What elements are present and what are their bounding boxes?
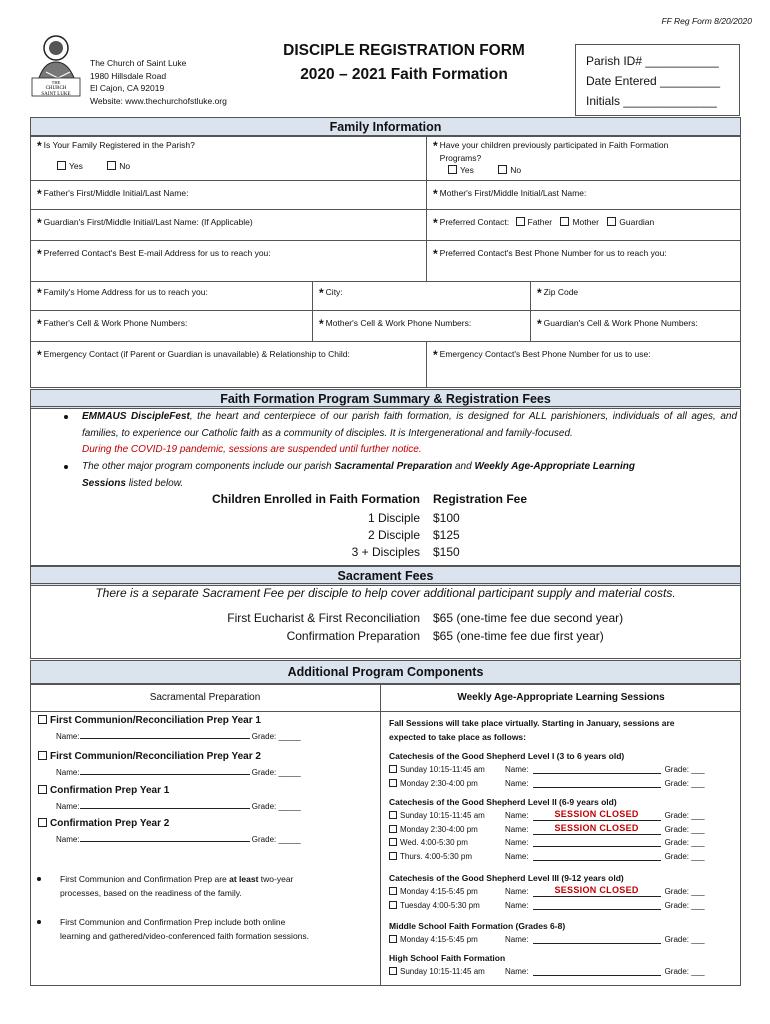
covid-notice: During the COVID-19 pandemic, sessions are suspended until further notice. [82,444,422,455]
home-address-label: Family's Home Address for us to reach you: [43,287,208,297]
zip-field[interactable]: * Zip Code [530,281,741,311]
session-checkbox[interactable] [389,825,397,833]
session-group [389,796,734,863]
session-grade-field[interactable]: Grade: ___ [664,935,705,944]
emergency-label: Emergency Contact (if Parent or Guardian is unavailable) & Relationship to Child: [43,349,350,359]
name-line[interactable] [80,808,250,809]
mother-cell-field[interactable]: * Mother's Cell & Work Phone Numbers: [312,310,531,342]
session-time: Wed. 4:00-5:30 pm [400,838,468,847]
session-checkbox[interactable] [389,779,397,787]
session-row [389,899,734,913]
session-name-label: Name: [505,838,529,847]
name-line[interactable] [80,774,250,775]
name-label: Name: [56,802,80,811]
note-text: processes, based on the readiness of the family. [60,888,242,898]
session-name-label: Name: [505,811,529,820]
guardian-cell-field[interactable]: * Guardian's Cell & Work Phone Numbers: [530,310,741,342]
session-checkbox[interactable] [389,838,397,846]
session-time: Thurs. 4:00-5:30 pm [400,851,473,861]
city-field[interactable]: * City: [312,281,531,311]
session-grade-field[interactable]: Grade: ___ [664,851,705,861]
registered-no-checkbox[interactable] [107,161,116,170]
mother-cell-label: Mother's Cell & Work Phone Numbers: [325,318,472,328]
sacramental-label: First Communion/Reconciliation Prep Year 1 [50,715,261,726]
prep-note-2 [60,915,376,943]
sacramental-checkbox[interactable] [38,785,47,794]
session-checkbox[interactable] [389,967,397,975]
father-cell-field[interactable]: * Father's Cell & Work Phone Numbers: [30,310,313,342]
prep-note-1 [60,872,376,900]
zip-label: Zip Code [543,287,579,297]
previous-label: Have your children previously participated in Faith Formation Programs? [439,140,669,163]
session-grade-field[interactable]: Grade: ___ [664,778,705,788]
sacramental-item [38,785,378,818]
grade-label[interactable]: Grade: _____ [251,768,301,777]
session-row [389,763,734,777]
home-address-field[interactable]: * Family's Home Address for us to reach you: [30,281,313,311]
session-group-title: Middle School Faith Formation (Grades 6-8) [389,921,566,931]
session-name-line[interactable] [533,934,661,944]
fee-row-value: $150 [433,545,460,559]
sacramental-checkbox[interactable] [38,818,47,827]
session-closed-badge: SESSION CLOSED [554,822,639,833]
sacramental-checkbox[interactable] [38,751,47,760]
no-label: No [510,165,522,175]
registered-label: Is Your Family Registered in the Parish? [43,140,195,150]
yes-label: Yes [69,161,83,171]
additional-heading: Additional Program Components [30,660,741,684]
session-closed-badge: SESSION CLOSED [554,809,639,819]
sacramental-list [38,715,378,852]
guardian-name-label: Guardian's First/Middle Initial/Last Name: (If Applicable) [43,217,253,227]
form-title: DISCIPLE REGISTRATION FORM [283,42,525,59]
session-group-title: Catechesis of the Good Shepherd Level I (3 to 6 years old) [389,751,625,761]
sacrament-fee-label: First Eucharist & First Reconciliation [227,611,420,625]
guardian-cell-label: Guardian's Cell & Work Phone Numbers: [543,318,698,328]
name-line[interactable] [80,841,250,842]
name-line[interactable] [80,738,250,739]
previous-question: * Have your children previously participated in Faith Formation Programs? Yes No [426,135,741,181]
session-name-label: Name: [505,935,529,944]
fee-row-label: 1 Disciple [367,511,420,525]
session-name-label: Name: [505,824,529,834]
session-row [389,823,734,837]
session-grade-field[interactable]: Grade: ___ [664,967,705,976]
preferred-contact-field: * Preferred Contact: Father Mother Guardian [426,209,741,241]
weekly-col-head: Weekly Age-Appropriate Learning Sessions [457,692,665,703]
fee-row-value: $125 [433,528,460,542]
session-name-label: Name: [505,900,529,910]
session-time: Sunday 10:15-11:45 am [400,967,485,976]
grade-label[interactable]: Grade: _____ [251,802,301,811]
session-grade-field[interactable]: Grade: ___ [664,838,705,847]
session-name-label: Name: [505,765,529,774]
family-info-heading: Family Information [30,117,741,137]
session-checkbox[interactable] [389,935,397,943]
session-name-line[interactable] [533,811,661,821]
phone-field[interactable]: * Preferred Contact's Best Phone Number for us to reach you: [426,240,741,282]
session-time: Monday 4:15-5:45 pm [400,935,478,944]
previous-yes-checkbox[interactable] [448,165,457,174]
emmaus-title: EMMAUS DiscipleFest [82,411,190,422]
emmaus-text-2: ages, and families, to experience our Catholic faith as a community of disciples. It is Intergenerational and family-focused. [82,411,738,439]
session-checkbox[interactable] [389,901,397,909]
name-label: Name: [56,768,80,777]
session-name-line[interactable] [533,778,661,788]
bullet-icon [37,877,41,881]
sacrament-fees-note: There is a separate Sacrament Fee per disciple to help cover additional participant supply and material costs. [95,586,676,600]
session-name-label: Name: [505,778,529,788]
session-row [389,885,734,899]
contact-father-checkbox[interactable] [516,217,525,226]
session-time: Sunday 10:15-11:45 am [400,811,485,820]
note-text: First Communion and Confirmation Prep include both online [60,917,286,927]
session-group [389,920,734,947]
bullet-icon [64,465,68,469]
session-group [389,952,734,979]
church-name: The Church of Saint Luke [90,58,187,68]
sacramental-item [38,751,378,785]
and-text: and [454,461,472,472]
fee-row-label: 3 + Disciples [351,545,420,559]
session-grade-field[interactable]: Grade: ___ [664,765,705,774]
grade-label[interactable]: Grade: _____ [251,835,301,844]
session-time: Monday 4:15-5:45 pm [400,887,478,896]
parish-id-field[interactable]: Parish ID# ___________ [586,54,719,68]
sacramental-col-head: Sacramental Preparation [149,692,261,703]
session-grade-field[interactable]: Grade: ___ [664,900,705,910]
initials-field[interactable]: Initials ______________ [586,94,717,108]
mother-name-label: Mother's First/Middle Initial/Last Name: [439,188,587,198]
sacrament-fee-values [433,609,623,645]
emergency-phone-label: Emergency Contact's Best Phone Number for us to use: [439,349,651,359]
form-subtitle: 2020 – 2021 Faith Formation [300,66,508,83]
sacramental-item [38,715,378,751]
column-divider [380,684,381,986]
office-use-box [575,44,740,116]
sacrament-fee-value: $65 (one-time fee due first year) [433,629,604,643]
note-text: First Communion and Confirmation Prep are [60,874,230,884]
session-name-label: Name: [505,851,529,861]
fall-sessions-note [389,716,734,744]
name-label: Name: [56,732,80,741]
sacramental-item [38,818,378,852]
session-group-title: Catechesis of the Good Shepherd Level II (6-9 years old) [389,797,617,807]
session-closed-badge: SESSION CLOSED [554,885,639,895]
sacramental-label: Confirmation Prep Year 2 [50,818,170,829]
session-name-label: Name: [505,967,529,976]
previous-no-checkbox[interactable] [498,165,507,174]
session-checkbox[interactable] [389,811,397,819]
fall-note-1: Fall Sessions will take place virtually. Starting in January, sessions are [389,718,675,728]
components-text-2: listed below. [128,477,184,489]
session-name-line[interactable] [533,966,661,976]
note-emphasis: at least [229,874,259,884]
sacrament-fee-labels [120,609,420,645]
session-group [389,872,734,912]
bullet-icon [64,415,68,419]
mother-option: Mother [572,217,599,227]
email-field[interactable]: * Preferred Contact's Best E-mail Address for us to reach you: [30,240,427,282]
svg-text:THE: THE [51,80,61,85]
fees-labels [180,510,420,561]
session-row [389,836,734,850]
program-summary-heading: Faith Formation Program Summary & Registration Fees [30,389,741,409]
session-row [389,777,734,791]
emergency-contact-field[interactable]: * Emergency Contact (if Parent or Guardian is unavailable) & Relationship to Child: [30,341,427,388]
registered-yes-checkbox[interactable] [57,161,66,170]
svg-text:CHURCH: CHURCH [45,86,67,91]
note-text: learning and gathered/video-conferenced faith formation sessions. [60,931,310,941]
session-time: Monday 2:30-4:00 pm [400,778,478,788]
session-name-line[interactable] [533,851,661,861]
session-name-line[interactable] [533,887,661,897]
emmaus-text-1: , the heart and centerpiece of our parish faith formation, is designed for ALL parishioners, individuals of all [189,411,687,422]
father-name-field[interactable]: * Father's First/Middle Initial/Last Name: [30,180,427,210]
no-label: No [119,161,131,171]
church-info [90,57,227,107]
session-row [389,965,734,979]
church-website: Website: www.thechurchofstluke.org [90,95,227,106]
registered-question: * Is Your Family Registered in the Parish? Yes No [30,135,427,181]
fees-col1-head: Children Enrolled in Faith Formation [211,492,420,506]
church-address-2: El Cajon, CA 92019 [90,83,165,93]
session-row [389,933,734,947]
guardian-option: Guardian [619,217,655,227]
sacrament-fee-value: $65 (one-time fee due second year) [433,611,624,625]
yes-label: Yes [460,165,474,175]
emmaus-paragraph [82,409,737,459]
weekly-sessions-term: Weekly Age-Appropriate Learning [474,461,636,472]
session-name-line[interactable] [533,822,661,835]
row-divider [30,711,741,712]
guardian-name-field[interactable]: * Guardian's First/Middle Initial/Last Name: (If Applicable) [30,209,427,241]
note-text: two-year [258,874,294,884]
preferred-contact-label: Preferred Contact: [439,217,510,227]
session-name-line[interactable] [533,837,661,847]
name-label: Name: [56,835,80,844]
session-group-title: High School Faith Formation [389,953,506,963]
session-row [389,809,734,823]
father-cell-label: Father's Cell & Work Phone Numbers: [43,318,188,328]
fee-row-label: 2 Disciple [367,528,420,542]
session-grade-field[interactable]: Grade: ___ [664,887,705,896]
mother-name-field[interactable]: * Mother's First/Middle Initial/Last Name: [426,180,741,210]
sessions-term: Sessions [82,477,126,489]
fall-note-2: expected to take place as follows: [389,732,526,742]
phone-label: Preferred Contact's Best Phone Number for us to reach you: [439,248,667,258]
session-group [389,750,734,790]
session-group-title: Catechesis of the Good Shepherd Level III (9-12 years old) [389,873,624,883]
session-time: Sunday 10:15-11:45 am [400,765,485,774]
bullet-icon [37,920,41,924]
contact-mother-checkbox[interactable] [560,217,569,226]
fees-col2-head: Registration Fee [433,492,528,506]
session-checkbox[interactable] [389,887,397,895]
session-time: Monday 2:30-4:00 pm [400,824,478,834]
session-grade-field[interactable]: Grade: ___ [664,824,705,834]
session-name-label: Name: [505,887,529,896]
date-entered-field[interactable]: Date Entered _________ [586,74,721,88]
contact-guardian-checkbox[interactable] [607,217,616,226]
grade-label[interactable]: Grade: _____ [251,732,301,741]
sacrament-fee-label: Confirmation Preparation [286,629,420,643]
session-checkbox[interactable] [389,852,397,860]
sacramental-label: First Communion/Reconciliation Prep Year 2 [50,751,261,762]
sacrament-fees-heading: Sacrament Fees [30,566,741,586]
components-text-1: The other major program components include our parish [82,461,332,472]
emergency-phone-field[interactable]: * Emergency Contact's Best Phone Number for us to use: [426,341,741,388]
session-checkbox[interactable] [389,765,397,773]
email-label: Preferred Contact's Best E-mail Address for us to reach you: [43,248,271,258]
sacramental-checkbox[interactable] [38,715,47,724]
city-label: City: [325,287,343,297]
svg-text:SAINT LUKE: SAINT LUKE [41,92,71,97]
sacramental-label: Confirmation Prep Year 1 [50,785,170,796]
fee-row-value: $100 [433,511,460,525]
sacramental-prep-term: Sacramental Preparation [334,461,453,472]
session-grade-field[interactable]: Grade: ___ [664,811,705,820]
session-name-line[interactable] [533,900,661,910]
session-time: Tuesday 4:00-5:30 pm [400,900,480,910]
church-logo [30,32,84,102]
church-address-1: 1980 Hillsdale Road [90,70,167,81]
father-option: Father [527,217,553,227]
components-paragraph [82,459,737,492]
session-row [389,850,734,864]
session-name-line[interactable] [533,764,661,774]
form-code: FF Reg Form 8/20/2020 [661,16,752,26]
fees-values [433,510,460,561]
father-name-label: Father's First/Middle Initial/Last Name: [43,188,189,198]
